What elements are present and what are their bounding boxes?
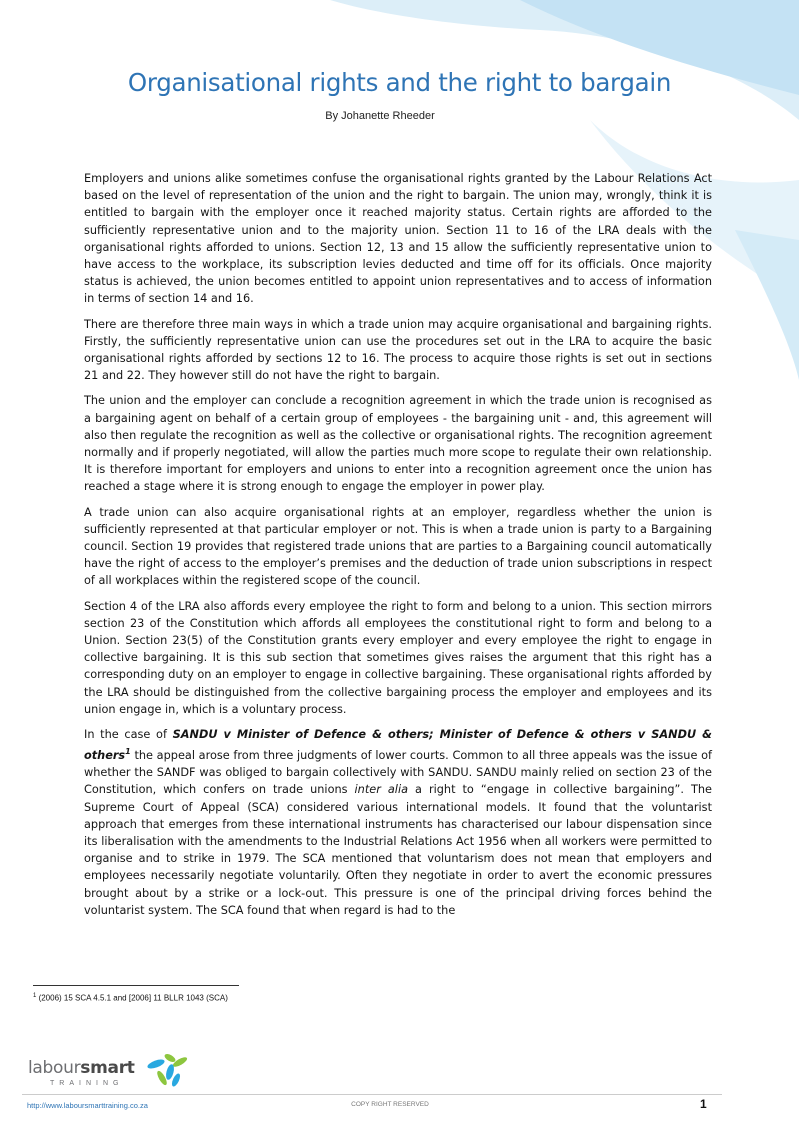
paragraph: Employers and unions alike sometimes confuse the organisational rights granted by the Labour Relations Act based on the level of representation of the union and the right to bargain. The union may, wrongly, think it is entitled to bargain with the employer once it reached majority status. Certain rights are afforded to the sufficiently representative union and to the majority union. Section 11 to 16 of the LRA deals with the organisational rights afforded to unions. Section 12, 13 and 15 allow the sufficiently representative union to have access to the workplace, its subscription levies deducted and time off for its officials. Once majority status is achieved, the union becomes entitled to appoint union representatives and to access of information in terms of section 14 and 16. bbox=[84, 172, 712, 306]
case-text-2: a right to “engage in collective bargaining”. The Supreme Court of Appeal (SCA) considered various international models. It found that the voluntarist approach that emerges from these international instruments has characterised our labour dispensation since its liberalisation with the amendments to the Industrial Relations Act 1956 when all workers were permitted to organise and to strike in 1979. The SCA mentioned that voluntarism does not mean that employers and employees necessarily negotiate voluntarily. Often they negotiate in order to avert the economic pressures brought about by a strike or a lock-out. This pressure is one of the principal driving forces behind the voluntarist system. The SCA found that when regard is had to the bbox=[84, 783, 712, 917]
article-body bbox=[84, 170, 712, 919]
paragraph: A trade union can also acquire organisational rights at an employer, regardless whether the union is sufficiently represented at that particular employer or not. This is when a trade union is party to a Bargaining council. Section 19 provides that registered trade unions that are parties to a Bargaining council automatically have the right of access to the employer’s premises and the deduction of trade union subscriptions in respect of all workplaces within the registered scope of the council. bbox=[84, 505, 712, 588]
logo-wordmark bbox=[28, 1058, 135, 1078]
paragraph-case bbox=[84, 726, 712, 919]
footnote-divider bbox=[33, 985, 239, 986]
logo-subtitle: TRAINING bbox=[50, 1080, 124, 1087]
case-text-1: the appeal arose from three judgments of lower courts. Common to all three appeals was the issue of whether the SANDF was obliged to bargain collectively with SANDU. SANDU mainly relied on section 23 of the Constitution, which confers on trade unions bbox=[84, 749, 712, 797]
website-link[interactable]: http://www.laboursmarttraining.co.za bbox=[27, 1101, 148, 1110]
logo-word-light: labour bbox=[28, 1058, 81, 1078]
case-name: SANDU v Minister of Defence & others; Minister of Defence & others v SANDU & others bbox=[84, 728, 712, 763]
latin-term: inter alia bbox=[354, 783, 409, 797]
paragraph: The union and the employer can conclude a recognition agreement in which the trade union is recognised as a bargaining agent on behalf of a certain group of employees - the bargaining unit - and, this agreement will also then regulate the recognition as well as the collective or organisational rights. The recognition agreement normally and if properly negotiated, will allow the parties much more scope to regulate their own relationship. It is therefore important for employers and unions to enter into a recognition agreement once the union has reached a stage where it is strong enough to engage the employer in power play. bbox=[84, 394, 712, 494]
page-number: 1 bbox=[700, 1097, 707, 1111]
footnote-number: 1 bbox=[33, 993, 37, 999]
footer-divider bbox=[22, 1094, 722, 1095]
copyright-notice: COPY RIGHT RESERVED bbox=[351, 1101, 429, 1108]
case-lead: In the case of bbox=[84, 728, 173, 742]
paragraph: Section 4 of the LRA also affords every employee the right to form and belong to a union. This section mirrors section 23 of the Constitution which affords all employees the constitutional right to form and belong to a Union. Section 23(5) of the Constitution grants every employer and every employee the right to engage in collective bargaining. It is this sub section that sometimes gives raises the argument that this right has a corresponding duty on an employer to engage in collective bargaining. These organisational rights afforded by the LRA should be distinguished from the collective bargaining process the employer and employees and its union engage in, which is a voluntary process. bbox=[84, 599, 712, 716]
paragraph: There are therefore three main ways in which a trade union may acquire organisational and bargaining rights. Firstly, the sufficiently representative union can use the procedures set out in the LRA to acquire the basic organisational rights afforded by sections 12 to 16. The process to acquire those rights is set out in sections 21 and 22. They however still do not have the right to bargain. bbox=[84, 317, 712, 383]
company-logo bbox=[28, 1052, 188, 1092]
author-byline: By Johanette Rheeder bbox=[325, 110, 435, 122]
footnote-text: (2006) 15 SCA 4.5.1 and [2006] 11 BLLR 1043 (SCA) bbox=[36, 993, 228, 1003]
footnote-reference[interactable]: 1 bbox=[125, 747, 131, 757]
logo-figure-icon bbox=[146, 1052, 190, 1088]
footnote bbox=[33, 993, 228, 1003]
logo-word-bold: smart bbox=[80, 1058, 135, 1078]
document-title: Organisational rights and the right to bargain bbox=[127, 68, 672, 97]
